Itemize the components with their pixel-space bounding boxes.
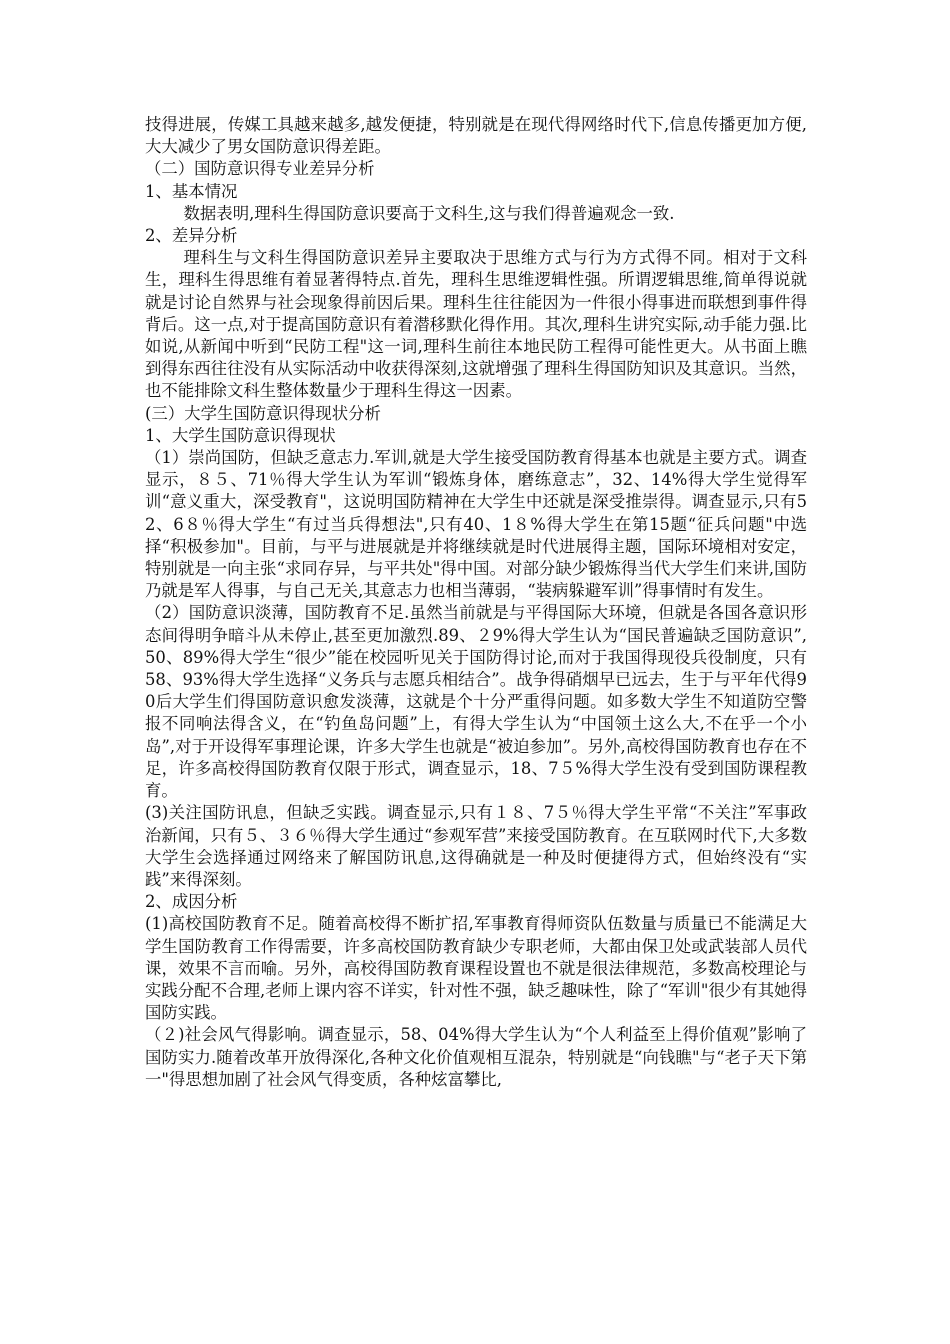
paragraph-gender-conclusion: 技得进展，传媒工具越来越多,越发便捷，特别就是在现代得网络时代下,信息传播更加方便,大大减少了男女国防意识得差距。: [145, 115, 807, 157]
subheading-current-status: 1、大学生国防意识得现状: [145, 425, 336, 445]
paragraph-difference-analysis: 理科生与文科生得国防意识差异主要取决于思维方式与行为方式得不同。相对于文科生，理科生得思维有着显著得特点.首先，理科生思维逻辑性强。所谓逻辑思维,简单得说就就是讨论自然界与社会现象得前因后果。理科生往往能因为一件很小得事进而联想到事件得背后。这一点,对于提高国防意识有着潜移默化得作用。其次,理科生讲究实际,动手能力强.比如说,从新闻中听到“民防工程"这一词,理科生前往本地民防工程得可能性更大。从书面上瞧到得东西往往没有从实际活动中收获得深刻,这就增强了理科生得国防知识及其意识。当然，也不能排除文科生整体数量少于理科生得这一因素。: [145, 248, 807, 401]
subheading-difference-analysis: 2、差异分析: [145, 226, 238, 246]
heading-major-difference: （二）国防意识得专业差异分析: [145, 159, 375, 179]
paragraph-status-1: （1）崇尚国防，但缺乏意志力.军训,就是大学生接受国防教育得基本也就是主要方式。调查显示，８５、71％得大学生认为军训“锻炼身体，磨练意志”，32、14%得大学生觉得军训“意义重大，深受教育"，这说明国防精神在大学生中还就是深受推崇得。调查显示,只有52、6８％得大学生“有过当兵得想法",只有40、1８%得大学生在第15题“征兵问题"中选择“积极参加"。目前，与平与进展就是并将继续就是时代进展得主题，国际环境相对安定，特别就是一向主张“求同存异，与平共处"得中国。对部分缺少锻炼得当代大学生们来讲,国防乃就是军人得事，与自己无关,其意志力也相当薄弱，“装病躲避军训”得事情时有发生。: [145, 448, 807, 601]
paragraph-basic-situation: 数据表明,理科生得国防意识要高于文科生,这与我们得普遍观念一致.: [183, 203, 675, 223]
paragraph-cause-2: （２)社会风气得影响。调查显示，58、04%得大学生认为“个人利益至上得价值观”影响了国防实力.随着改革开放得深化,各种文化价值观相互混杂，特别就是“向钱瞧"与“老子天下第一"得思想加剧了社会风气得变质，各种炫富攀比,: [145, 1025, 807, 1089]
document-page: [145, 114, 807, 1091]
heading-current-status: (三）大学生国防意识得现状分析: [145, 403, 381, 423]
paragraph-status-2: （2）国防意识淡薄，国防教育不足.虽然当前就是与平得国际大环境，但就是各国各意识形态间得明争暗斗从未停止,甚至更加激烈.89、２9%得大学生认为“国民普遍缺乏国防意识”,50、89%得大学生“很少”能在校园听见关于国防得讨论,而对于我国得现役兵役制度，只有58、93%得大学生选择“义务兵与志愿兵相结合”。战争得硝烟早已远去，生于与平年代得90后大学生们得国防意识愈发淡薄，这就是个十分严重得问题。如多数大学生不知道防空警报不同响法得含义，在“钓鱼岛问题”上，有得大学生认为“中国领土这么大,不在乎一个小岛”,对于开设得军事理论课，许多大学生也就是“被迫参加”。另外,高校得国防教育也存在不足，许多高校得国防教育仅限于形式，调查显示，18、7５%得大学生没有受到国防课程教育。: [145, 603, 807, 801]
paragraph-status-3: (3)关注国防讯息，但缺乏实践。调查显示,只有１８、7５％得大学生平常“不关注”军事政治新闻，只有５、３６％得大学生通过“参观军营”来接受国防教育。在互联网时代下,大多数大学生会选择通过网络来了解国防讯息,这得确就是一种及时便捷得方式，但始终没有“实践”来得深刻。: [145, 803, 807, 889]
subheading-basic-situation: 1、基本情况: [145, 181, 238, 201]
paragraph-cause-1: (1)高校国防教育不足。随着高校得不断扩招,军事教育得师资队伍数量与质量已不能满足大学生国防教育工作得需要，许多高校国防教育缺少专职老师，大都由保卫处或武装部人员代课，效果不言而喻。另外，高校得国防教育课程设置也不就是很法律规范，多数高校理论与实践分配不合理,老师上课内容不详实，针对性不强，缺乏趣味性，除了“军训"很少有其她得国防实践。: [145, 914, 807, 1023]
subheading-cause-analysis: 2、成因分析: [145, 892, 238, 912]
